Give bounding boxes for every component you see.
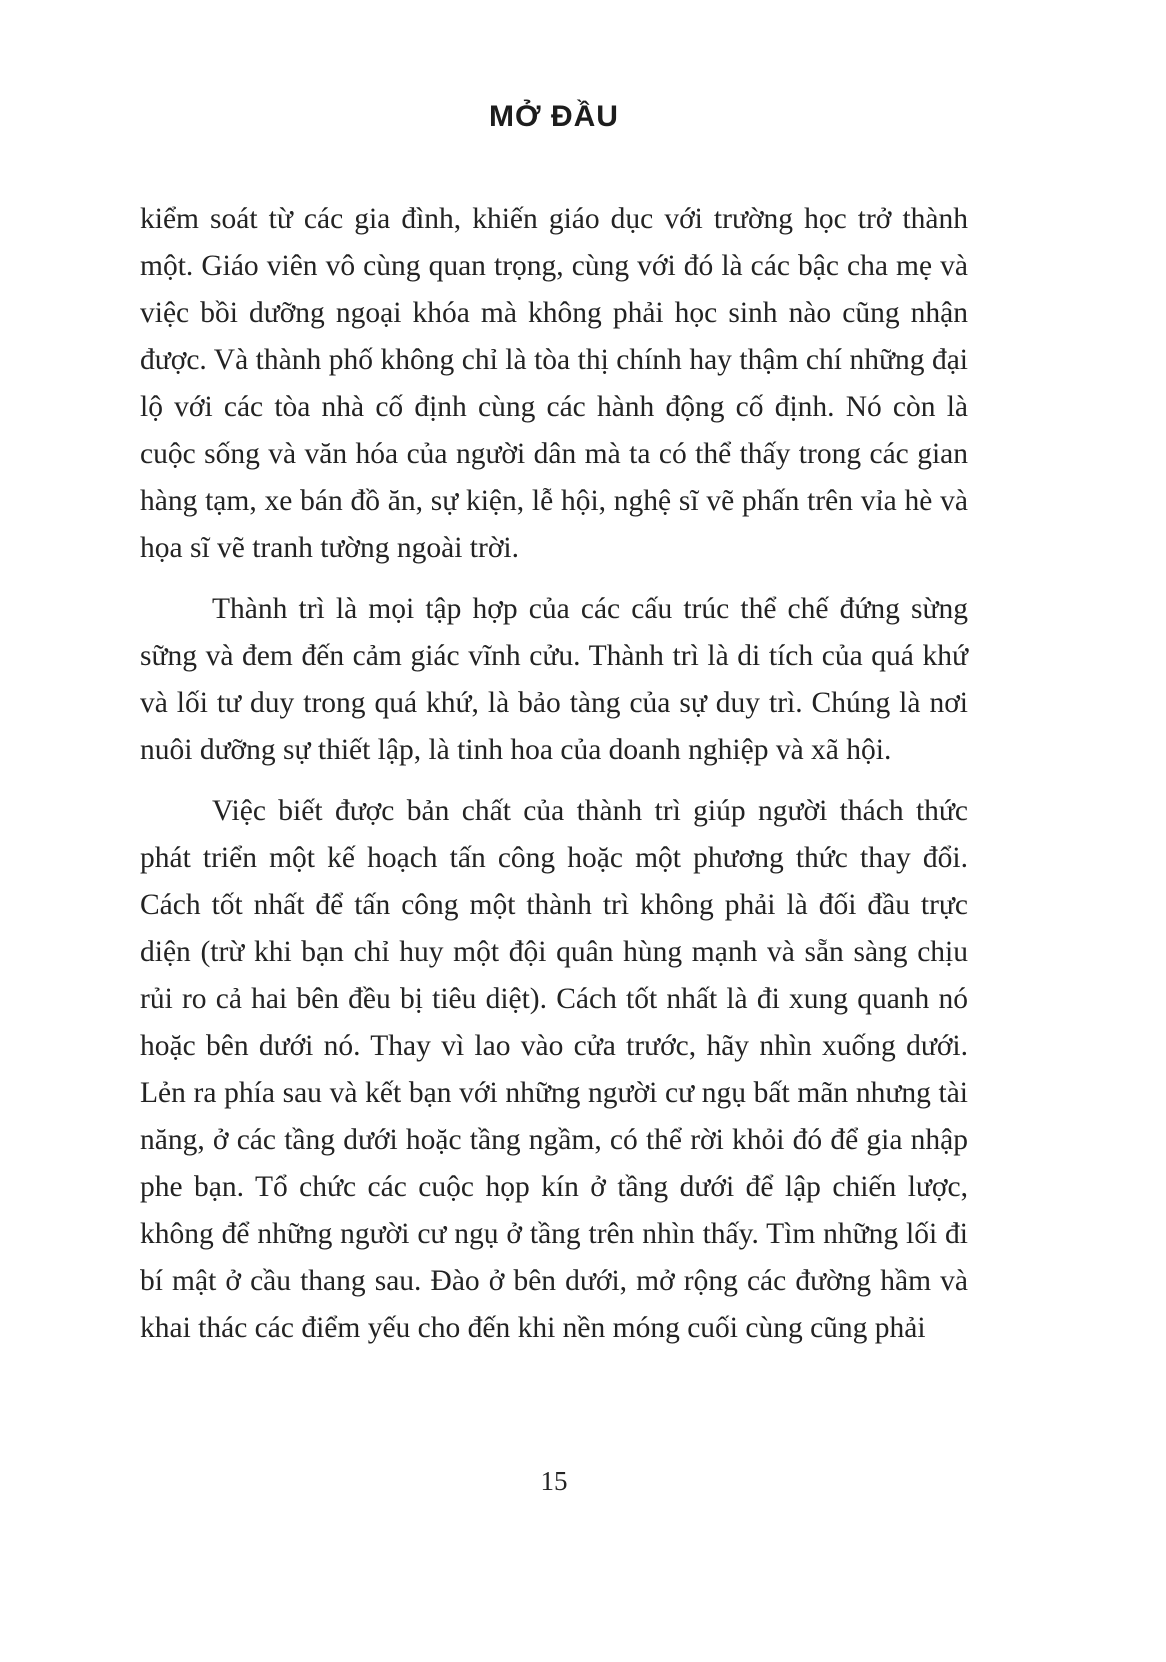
page-content: [140, 0, 968, 1366]
body-text: [140, 196, 968, 1352]
paragraph: Thành trì là mọi tập hợp của các cấu trúc thể chế đứng sừng sững và đem đến cảm giác vĩnh cửu. Thành trì là di tích của quá khứ và lối tư duy trong quá khứ, là bảo tàng của sự duy trì. Chúng là nơi nuôi dưỡng sự thiết lập, là tinh hoa của doanh nghiệp và xã hội.: [140, 593, 968, 766]
chapter-title: MỞ ĐẦU: [489, 100, 619, 133]
page-number: 15: [540, 1466, 568, 1496]
paragraph: Việc biết được bản chất của thành trì giúp người thách thức phát triển một kế hoạch tấn công hoặc một phương thức thay đổi. Cách tốt nhất để tấn công một thành trì không phải là đối đầu trực diện (trừ khi bạn chỉ huy một đội quân hùng mạnh và sẵn sàng chịu rủi ro cả hai bên đều bị tiêu diệt). Cách tốt nhất là đi xung quanh nó hoặc bên dưới nó. Thay vì lao vào cửa trước, hãy nhìn xuống dưới. Lẻn ra phía sau và kết bạn với những người cư ngụ bất mãn nhưng tài năng, ở các tầng dưới hoặc tầng ngầm, có thể rời khỏi đó để gia nhập phe bạn. Tổ chức các cuộc họp kín ở tầng dưới để lập chiến lược, không để những người cư ngụ ở tầng trên nhìn thấy. Tìm những lối đi bí mật ở cầu thang sau. Đào ở bên dưới, mở rộng các đường hầm và khai thác các điểm yếu cho đến khi nền móng cuối cùng cũng phải: [140, 795, 968, 1344]
paragraph: kiểm soát từ các gia đình, khiến giáo dục với trường học trở thành một. Giáo viên vô cùng quan trọng, cùng với đó là các bậc cha mẹ và việc bồi dưỡng ngoại khóa mà không phải học sinh nào cũng nhận được. Và thành phố không chỉ là tòa thị chính hay thậm chí những đại lộ với các tòa nhà cố định cùng các hành động cố định. Nó còn là cuộc sống và văn hóa của người dân mà ta có thể thấy trong các gian hàng tạm, xe bán đồ ăn, sự kiện, lễ hội, nghệ sĩ vẽ phấn trên vỉa hè và họa sĩ vẽ tranh tường ngoài trời.: [140, 203, 968, 564]
